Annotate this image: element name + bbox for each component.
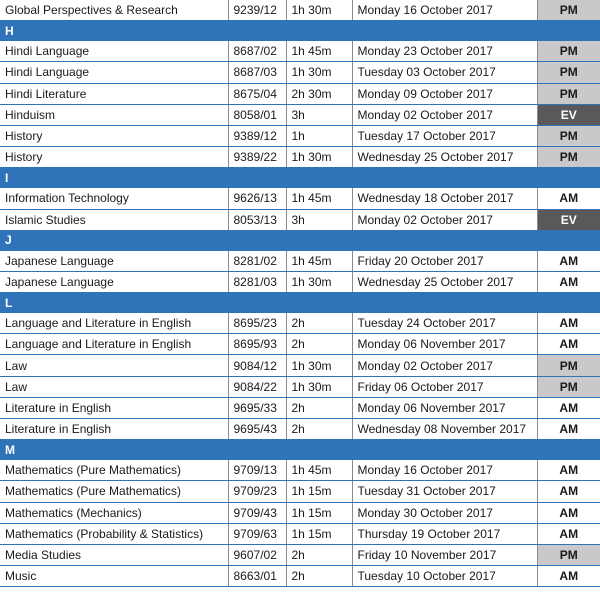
component-code-cell: 8663/01 (228, 566, 286, 587)
duration-cell: 1h 15m (286, 523, 352, 544)
duration-cell: 2h (286, 397, 352, 418)
session-badge: AM (537, 313, 600, 334)
table-row (0, 397, 600, 418)
session-badge: AM (537, 271, 600, 292)
exam-date-cell: Monday 09 October 2017 (352, 83, 537, 104)
session-badge: PM (537, 62, 600, 83)
session-badge: AM (537, 502, 600, 523)
component-code-cell: 9626/13 (228, 188, 286, 209)
session-badge: AM (537, 397, 600, 418)
table-row (0, 250, 600, 271)
session-badge: AM (537, 250, 600, 271)
component-code-cell: 9389/12 (228, 125, 286, 146)
session-badge: PM (537, 0, 600, 21)
session-badge: PM (537, 41, 600, 62)
subject-cell: Language and Literature in English (0, 313, 228, 334)
subject-cell: Language and Literature in English (0, 334, 228, 355)
table-row (0, 523, 600, 544)
component-code-cell: 9695/43 (228, 419, 286, 440)
duration-cell: 1h 30m (286, 147, 352, 168)
session-badge: EV (537, 104, 600, 125)
session-badge: AM (537, 334, 600, 355)
section-letter: H (0, 21, 600, 41)
section-header-row (0, 21, 600, 41)
exam-date-cell: Wednesday 08 November 2017 (352, 419, 537, 440)
duration-cell: 1h 15m (286, 502, 352, 523)
session-badge: PM (537, 83, 600, 104)
component-code-cell: 9607/02 (228, 544, 286, 565)
component-code-cell: 9709/43 (228, 502, 286, 523)
subject-cell: Literature in English (0, 397, 228, 418)
duration-cell: 2h 30m (286, 83, 352, 104)
duration-cell: 2h (286, 419, 352, 440)
exam-date-cell: Monday 02 October 2017 (352, 209, 537, 230)
session-badge: PM (537, 125, 600, 146)
subject-cell: Literature in English (0, 419, 228, 440)
table-row (0, 83, 600, 104)
subject-cell: Law (0, 355, 228, 376)
component-code-cell: 8687/03 (228, 62, 286, 83)
subject-cell: Hindi Literature (0, 83, 228, 104)
component-code-cell: 8058/01 (228, 104, 286, 125)
exam-date-cell: Thursday 19 October 2017 (352, 523, 537, 544)
subject-cell: History (0, 125, 228, 146)
session-badge: PM (537, 147, 600, 168)
session-badge: EV (537, 209, 600, 230)
component-code-cell: 9709/63 (228, 523, 286, 544)
duration-cell: 2h (286, 544, 352, 565)
subject-cell: Global Perspectives & Research (0, 0, 228, 21)
table-row (0, 502, 600, 523)
duration-cell: 1h 30m (286, 355, 352, 376)
table-row (0, 0, 600, 21)
section-letter: L (0, 293, 600, 313)
subject-cell: Information Technology (0, 188, 228, 209)
duration-cell: 1h 15m (286, 481, 352, 502)
duration-cell: 1h (286, 125, 352, 146)
exam-date-cell: Tuesday 31 October 2017 (352, 481, 537, 502)
session-badge: AM (537, 188, 600, 209)
component-code-cell: 8695/23 (228, 313, 286, 334)
exam-date-cell: Monday 06 November 2017 (352, 397, 537, 418)
session-badge: AM (537, 566, 600, 587)
session-badge: AM (537, 481, 600, 502)
section-header-row (0, 168, 600, 188)
component-code-cell: 9709/23 (228, 481, 286, 502)
component-code-cell: 9239/12 (228, 0, 286, 21)
section-header-row (0, 293, 600, 313)
exam-date-cell: Wednesday 25 October 2017 (352, 147, 537, 168)
duration-cell: 3h (286, 104, 352, 125)
table-row (0, 334, 600, 355)
table-row (0, 544, 600, 565)
table-row (0, 41, 600, 62)
section-letter: M (0, 440, 600, 460)
subject-cell: Music (0, 566, 228, 587)
subject-cell: Mathematics (Pure Mathematics) (0, 460, 228, 481)
table-row (0, 125, 600, 146)
exam-date-cell: Tuesday 24 October 2017 (352, 313, 537, 334)
duration-cell: 1h 30m (286, 271, 352, 292)
exam-date-cell: Tuesday 03 October 2017 (352, 62, 537, 83)
session-badge: AM (537, 523, 600, 544)
table-row (0, 104, 600, 125)
exam-date-cell: Friday 10 November 2017 (352, 544, 537, 565)
subject-cell: Mathematics (Probability & Statistics) (0, 523, 228, 544)
exam-date-cell: Friday 20 October 2017 (352, 250, 537, 271)
subject-cell: Hindi Language (0, 62, 228, 83)
component-code-cell: 9389/22 (228, 147, 286, 168)
component-code-cell: 8281/02 (228, 250, 286, 271)
component-code-cell: 9084/22 (228, 376, 286, 397)
session-badge: AM (537, 419, 600, 440)
table-row (0, 209, 600, 230)
exam-date-cell: Monday 02 October 2017 (352, 355, 537, 376)
component-code-cell: 9084/12 (228, 355, 286, 376)
session-badge: AM (537, 460, 600, 481)
table-row (0, 313, 600, 334)
section-header-row (0, 230, 600, 250)
subject-cell: Japanese Language (0, 271, 228, 292)
table-row (0, 355, 600, 376)
table-row (0, 376, 600, 397)
exam-date-cell: Friday 06 October 2017 (352, 376, 537, 397)
session-badge: PM (537, 544, 600, 565)
duration-cell: 1h 45m (286, 188, 352, 209)
duration-cell: 3h (286, 209, 352, 230)
duration-cell: 1h 45m (286, 250, 352, 271)
session-badge: PM (537, 376, 600, 397)
subject-cell: Law (0, 376, 228, 397)
session-badge: PM (537, 355, 600, 376)
duration-cell: 1h 45m (286, 460, 352, 481)
exam-date-cell: Monday 30 October 2017 (352, 502, 537, 523)
section-header-row (0, 440, 600, 460)
section-letter: I (0, 168, 600, 188)
exam-date-cell: Wednesday 25 October 2017 (352, 271, 537, 292)
duration-cell: 1h 45m (286, 41, 352, 62)
table-row (0, 481, 600, 502)
table-row (0, 271, 600, 292)
subject-cell: Islamic Studies (0, 209, 228, 230)
subject-cell: Hinduism (0, 104, 228, 125)
component-code-cell: 9695/33 (228, 397, 286, 418)
duration-cell: 1h 30m (286, 0, 352, 21)
subject-cell: Mathematics (Mechanics) (0, 502, 228, 523)
table-row (0, 147, 600, 168)
exam-date-cell: Tuesday 17 October 2017 (352, 125, 537, 146)
exam-date-cell: Monday 23 October 2017 (352, 41, 537, 62)
exam-date-cell: Monday 06 November 2017 (352, 334, 537, 355)
exam-date-cell: Tuesday 10 October 2017 (352, 566, 537, 587)
subject-cell: Hindi Language (0, 41, 228, 62)
table-row (0, 566, 600, 587)
section-letter: J (0, 230, 600, 250)
table-row (0, 62, 600, 83)
duration-cell: 2h (286, 334, 352, 355)
exam-date-cell: Wednesday 18 October 2017 (352, 188, 537, 209)
table-row (0, 460, 600, 481)
subject-cell: Media Studies (0, 544, 228, 565)
subject-cell: Mathematics (Pure Mathematics) (0, 481, 228, 502)
subject-cell: History (0, 147, 228, 168)
duration-cell: 1h 30m (286, 62, 352, 83)
component-code-cell: 8687/02 (228, 41, 286, 62)
duration-cell: 2h (286, 313, 352, 334)
duration-cell: 1h 30m (286, 376, 352, 397)
component-code-cell: 8281/03 (228, 271, 286, 292)
table-row (0, 188, 600, 209)
component-code-cell: 8695/93 (228, 334, 286, 355)
duration-cell: 2h (286, 566, 352, 587)
exam-date-cell: Monday 02 October 2017 (352, 104, 537, 125)
exam-date-cell: Monday 16 October 2017 (352, 0, 537, 21)
table-row (0, 419, 600, 440)
component-code-cell: 9709/13 (228, 460, 286, 481)
exam-date-cell: Monday 16 October 2017 (352, 460, 537, 481)
component-code-cell: 8053/13 (228, 209, 286, 230)
subject-cell: Japanese Language (0, 250, 228, 271)
component-code-cell: 8675/04 (228, 83, 286, 104)
